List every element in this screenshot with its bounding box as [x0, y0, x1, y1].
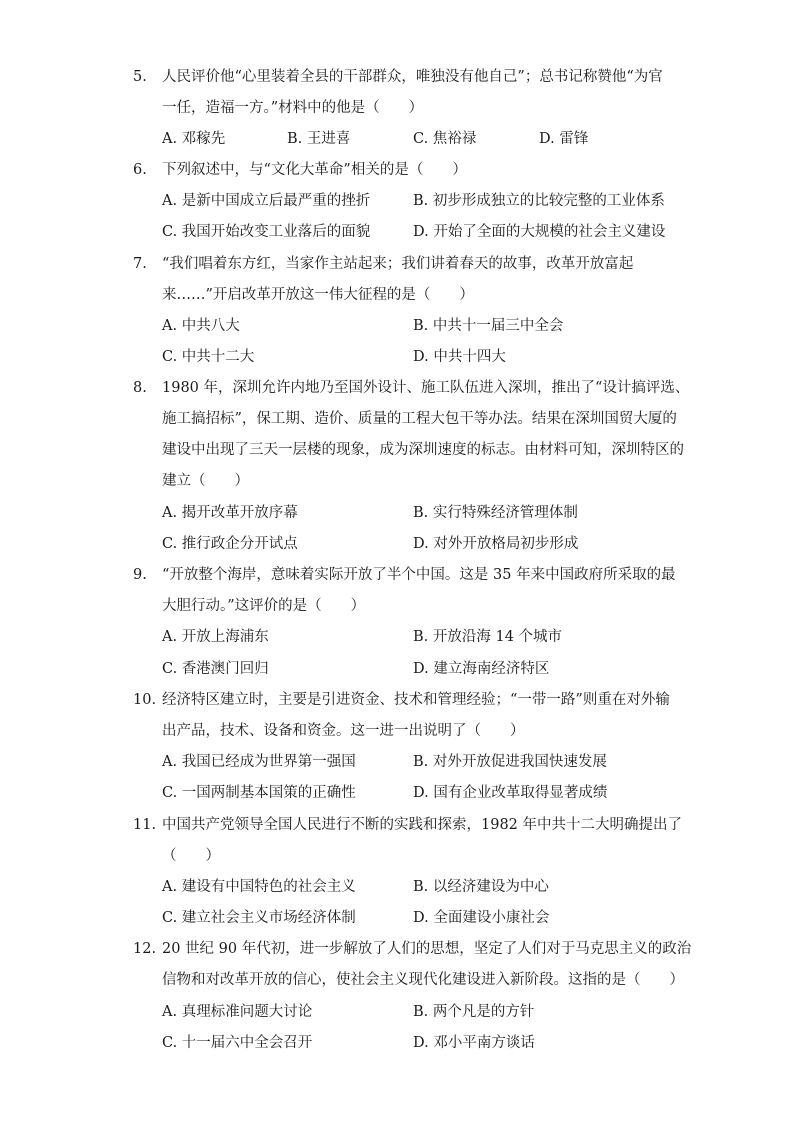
option-a[interactable]: A. 建设有中国特色的社会主义 — [162, 879, 356, 895]
option-b[interactable]: B. 初步形成独立的比较完整的工业体系 — [413, 193, 665, 209]
option-b[interactable]: B. 开放沿海 14 个城市 — [413, 629, 563, 645]
question-stem-line: 大胆行动。”这评价的是（ ） — [162, 598, 366, 614]
question-stem-line: 来……”开启改革开放这一伟大征程的是（ ） — [162, 287, 474, 303]
option-a[interactable]: A. 开放上海浦东 — [162, 629, 269, 645]
option-b[interactable]: B. 王进喜 — [287, 131, 351, 147]
option-a[interactable]: A. 真理标准问题大讨论 — [162, 1004, 313, 1020]
option-d[interactable]: D. 雷锋 — [539, 131, 589, 147]
option-a[interactable]: A. 邓稼先 — [162, 131, 226, 147]
option-b[interactable]: B. 对外开放促进我国快速发展 — [413, 754, 607, 770]
question-stem-line: （ ） — [162, 848, 220, 864]
question-number: 7. — [133, 256, 147, 272]
option-b[interactable]: B. 两个凡是的方针 — [413, 1004, 535, 1020]
option-a[interactable]: A. 中共八大 — [162, 318, 240, 334]
question-stem-line: 出产品，技术、设备和资金。这一进一出说明了（ ） — [162, 723, 525, 739]
question-stem-line: 下列叙述中，与“文化大革命”相关的是（ ） — [162, 162, 467, 178]
option-d[interactable]: D. 中共十四大 — [413, 349, 506, 365]
option-c[interactable]: C. 十一届六中全会召开 — [162, 1035, 313, 1051]
option-c[interactable]: C. 一国两制基本国策的正确性 — [162, 785, 356, 801]
option-b[interactable]: B. 实行特殊经济管理体制 — [413, 505, 578, 521]
option-c[interactable]: C. 焦裕禄 — [413, 131, 477, 147]
option-d[interactable]: D. 邓小平南方谈话 — [413, 1035, 535, 1051]
question-number: 9. — [133, 567, 147, 583]
option-d[interactable]: D. 建立海南经济特区 — [413, 661, 550, 677]
question-stem-line: 20 世纪 90 年代初，进一步解放了人们的思想，坚定了人们对于马克思主义的政治 — [162, 941, 692, 957]
question-stem-line: 信物和对改革开放的信心，使社会主义现代化建设进入新阶段。这指的是（ ） — [162, 972, 684, 988]
question-number: 12. — [133, 941, 157, 957]
question-stem-line: “我们唱着东方红，当家作主站起来；我们讲着春天的故事，改革开放富起 — [162, 256, 634, 272]
question-number: 8. — [133, 380, 147, 396]
option-d[interactable]: D. 对外开放格局初步形成 — [413, 536, 579, 552]
question-number: 11. — [133, 817, 157, 833]
option-a[interactable]: A. 我国已经成为世界第一强国 — [162, 754, 356, 770]
option-b[interactable]: B. 以经济建设为中心 — [413, 879, 549, 895]
option-a[interactable]: A. 揭开改革开放序幕 — [162, 505, 298, 521]
option-c[interactable]: C. 中共十二大 — [162, 349, 255, 365]
question-number: 10. — [133, 692, 157, 708]
question-stem-line: 人民评价他“心里装着全县的干部群众，唯独没有他自己”；总书记称赞他“为官 — [162, 69, 663, 85]
question-stem-line: 经济特区建立时，主要是引进资金、技术和管理经验；“一带一路”则重在对外输 — [162, 692, 670, 708]
question-stem-line: 中国共产党领导全国人民进行不断的实践和探索，1982 年中共十二大明确提出了 — [162, 817, 683, 833]
option-c[interactable]: C. 推行政企分开试点 — [162, 536, 298, 552]
question-stem-line: 1980 年，深圳允许内地乃至国外设计、施工队伍进入深圳，推出了“设计搞评选、 — [162, 380, 690, 396]
question-stem-line: 建设中出现了三天一层楼的现象，成为深圳速度的标志。由材料可知，深圳特区的 — [162, 442, 684, 458]
question-number: 6. — [133, 162, 147, 178]
option-c[interactable]: C. 我国开始改变工业落后的面貌 — [162, 224, 371, 240]
option-d[interactable]: D. 国有企业改革取得显著成绩 — [413, 785, 608, 801]
question-number: 5. — [133, 69, 147, 85]
option-d[interactable]: D. 开始了全面的大规模的社会主义建设 — [413, 224, 666, 240]
question-stem-line: 建立（ ） — [162, 473, 249, 489]
question-stem-line: 一任，造福一方。”材料中的他是（ ） — [162, 100, 424, 116]
question-stem-line: “开放整个海岸，意味着实际开放了半个中国。这是 35 年来中国政府所采取的最 — [162, 567, 676, 583]
option-a[interactable]: A. 是新中国成立后最严重的挫折 — [162, 193, 371, 209]
option-c[interactable]: C. 建立社会主义市场经济体制 — [162, 910, 356, 926]
option-b[interactable]: B. 中共十一届三中全会 — [413, 318, 564, 334]
option-c[interactable]: C. 香港澳门回归 — [162, 661, 269, 677]
question-stem-line: 施工搞招标”，保工期、造价、质量的工程大包干等办法。结果在深圳国贸大厦的 — [162, 411, 677, 427]
option-d[interactable]: D. 全面建设小康社会 — [413, 910, 550, 926]
